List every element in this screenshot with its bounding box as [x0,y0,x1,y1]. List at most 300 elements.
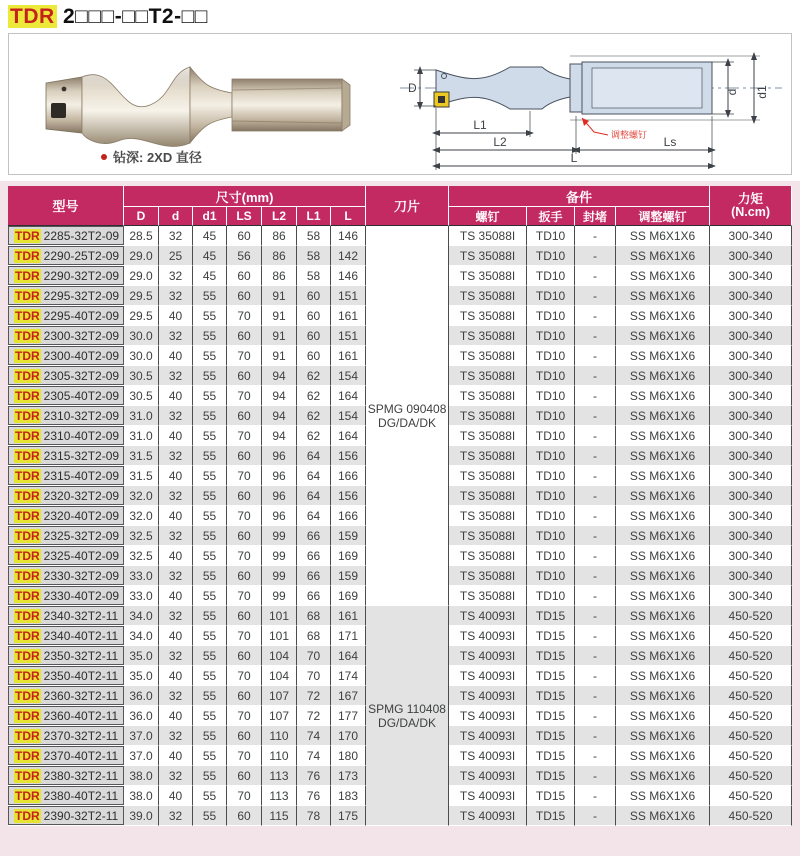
dim-cell: 60 [227,406,262,426]
product-image-panel [8,33,792,175]
header-col-L2: L2 [262,207,297,226]
dim-cell: 62 [297,426,331,446]
dim-cell: 70 [227,666,262,686]
model-cell [8,806,124,826]
dim-cell: 70 [227,786,262,806]
insert-cell [366,606,449,826]
model-series-highlight: TDR [15,328,40,343]
dim-cell: 25 [159,246,193,266]
title-series-highlight: TDR [10,5,55,28]
wrench-cell: TD10 [527,506,575,526]
model-box [8,426,124,445]
dim-cell: 39.0 [124,806,159,826]
dim-cell: 37.0 [124,726,159,746]
dim-label-LS: Ls [663,135,677,149]
spec-table-panel [0,181,800,856]
model-number: 2320-40T2-09 [43,508,120,523]
dim-cell: 55 [193,506,227,526]
dim-cell: 36.0 [124,686,159,706]
dim-cell: 32 [159,526,193,546]
model-series-highlight: TDR [15,588,40,603]
model-box [8,346,124,365]
dim-cell: 161 [331,606,366,626]
dim-cell: 142 [331,246,366,266]
wrench-cell: TD10 [527,326,575,346]
dim-cell: 33.0 [124,586,159,606]
dim-cell: 55 [193,726,227,746]
dim-label-d: d [724,88,739,96]
model-number: 2370-40T2-11 [43,748,119,763]
adjust-screw-cell: SS M6X1X6 [616,486,710,506]
adjust-screw-cell: SS M6X1X6 [616,366,710,386]
dim-cell: 166 [331,466,366,486]
dim-cell: 164 [331,386,366,406]
dim-cell: 55 [193,326,227,346]
dim-cell: 161 [331,306,366,326]
model-number: 2285-32T2-09 [43,228,120,243]
plug-cell: - [575,766,616,786]
wrench-cell: TD10 [527,286,575,306]
wrench-cell: TD15 [527,726,575,746]
insert-cell [366,226,449,606]
dim-cell: 70 [297,666,331,686]
dim-cell: 55 [193,686,227,706]
dim-cell: 62 [297,386,331,406]
insert-line2: DG/DA/DK [378,715,437,730]
dim-cell: 40 [159,666,193,686]
adjust-screw-callout: 调整螺钉 [610,130,647,140]
model-cell [8,406,124,426]
model-cell [8,286,124,306]
plug-cell: - [575,366,616,386]
dim-cell: 55 [193,586,227,606]
dim-cell: 32 [159,286,193,306]
model-series-highlight: TDR [15,448,40,463]
adjust-screw-cell: SS M6X1X6 [616,686,710,706]
dim-cell: 40 [159,506,193,526]
dim-cell: 159 [331,566,366,586]
model-number: 2370-32T2-11 [43,728,119,743]
plug-cell: - [575,266,616,286]
dim-cell: 40 [159,306,193,326]
model-cell [8,346,124,366]
model-series-highlight: TDR [15,408,40,423]
dim-cell: 101 [262,606,297,626]
header-size-group: 尺寸(mm) [124,186,366,207]
header-col-plug: 封堵 [575,207,616,226]
model-series-highlight: TDR [15,368,40,383]
model-box [8,326,124,345]
dim-cell: 55 [193,366,227,386]
plug-cell: - [575,246,616,266]
model-series-highlight: TDR [15,468,40,483]
dimension-diagram-svg [370,36,790,172]
dim-cell: 66 [297,546,331,566]
model-number: 2350-40T2-11 [43,668,119,683]
dim-cell: 32.5 [124,526,159,546]
model-box [8,806,124,825]
dim-cell: 70 [227,426,262,446]
model-number: 2330-32T2-09 [43,568,120,583]
screw-cell: TS 40093I [449,646,527,666]
dim-cell: 55 [193,606,227,626]
adjust-screw-cell: SS M6X1X6 [616,326,710,346]
torque-cell: 450-520 [710,646,792,666]
dim-cell: 36.0 [124,706,159,726]
dim-cell: 55 [193,526,227,546]
adjust-screw-cell: SS M6X1X6 [616,226,710,246]
plug-cell: - [575,406,616,426]
dim-cell: 169 [331,586,366,606]
dim-cell: 104 [262,646,297,666]
dim-cell: 94 [262,406,297,426]
dim-cell: 40 [159,546,193,566]
screw-cell: TS 35088I [449,266,527,286]
adjust-screw-cell: SS M6X1X6 [616,546,710,566]
model-number: 2325-32T2-09 [43,528,120,543]
dim-cell: 55 [193,786,227,806]
dim-cell: 32.0 [124,506,159,526]
header-model: 型号 [8,186,124,226]
dim-cell: 29.0 [124,266,159,286]
model-number: 2290-32T2-09 [43,268,120,283]
screw-cell: TS 35088I [449,286,527,306]
wrench-cell: TD10 [527,306,575,326]
dim-cell: 32 [159,366,193,386]
dim-cell: 32 [159,266,193,286]
dim-cell: 104 [262,666,297,686]
dim-cell: 32 [159,646,193,666]
dim-cell: 113 [262,766,297,786]
model-box [8,306,124,325]
dim-cell: 60 [297,326,331,346]
model-cell [8,386,124,406]
torque-cell: 300-340 [710,426,792,446]
dim-cell: 55 [193,346,227,366]
model-series-highlight: TDR [15,248,40,263]
dim-cell: 60 [227,646,262,666]
dim-cell: 55 [193,306,227,326]
dim-cell: 60 [227,266,262,286]
torque-cell: 300-340 [710,526,792,546]
model-box [8,646,124,665]
header-torque-line1: 力矩 [738,191,764,206]
torque-cell: 450-520 [710,766,792,786]
dim-cell: 45 [193,266,227,286]
dim-cell: 86 [262,226,297,246]
screw-cell: TS 35088I [449,366,527,386]
torque-cell: 300-340 [710,506,792,526]
wrench-cell: TD10 [527,486,575,506]
wrench-cell: TD10 [527,246,575,266]
torque-cell: 300-340 [710,586,792,606]
model-series-highlight: TDR [15,628,40,643]
screw-cell: TS 35088I [449,306,527,326]
model-cell [8,306,124,326]
dim-cell: 40 [159,746,193,766]
dim-cell: 68 [297,606,331,626]
adjust-screw-cell: SS M6X1X6 [616,346,710,366]
dim-cell: 55 [193,706,227,726]
torque-cell: 450-520 [710,666,792,686]
wrench-cell: TD10 [527,586,575,606]
model-box [8,726,124,745]
dim-cell: 32 [159,766,193,786]
table-row [8,226,792,246]
dim-cell: 94 [262,426,297,446]
torque-cell: 300-340 [710,406,792,426]
title-pattern: 2□□□-□□T2-□□ [56,5,208,28]
model-series-highlight: TDR [15,748,40,763]
dim-cell: 40 [159,386,193,406]
model-series-highlight: TDR [15,808,40,823]
header-torque-line2: (N.cm) [731,204,771,219]
screw-cell: TS 35088I [449,406,527,426]
model-series-highlight: TDR [15,728,40,743]
screw-cell: TS 35088I [449,246,527,266]
dim-cell: 32 [159,806,193,826]
plug-cell: - [575,806,616,826]
model-box [8,506,124,525]
model-cell [8,686,124,706]
dim-cell: 37.0 [124,746,159,766]
plug-cell: - [575,426,616,446]
torque-cell: 300-340 [710,266,792,286]
screw-cell: TS 35088I [449,446,527,466]
model-box [8,526,124,545]
dim-cell: 66 [297,586,331,606]
adjust-screw-cell: SS M6X1X6 [616,666,710,686]
model-cell [8,746,124,766]
dim-cell: 74 [297,726,331,746]
model-series-highlight: TDR [15,228,40,243]
wrench-cell: TD15 [527,706,575,726]
model-cell [8,366,124,386]
dim-cell: 173 [331,766,366,786]
model-number: 2330-40T2-09 [43,588,120,603]
dim-cell: 55 [193,466,227,486]
model-box [8,566,124,585]
dim-cell: 70 [227,466,262,486]
dim-cell: 91 [262,286,297,306]
model-box [8,686,124,705]
spec-table [8,186,792,826]
model-cell [8,586,124,606]
model-cell [8,766,124,786]
header-col-d: d [159,207,193,226]
model-box [8,666,124,685]
model-series-highlight: TDR [15,528,40,543]
model-box [8,606,124,625]
screw-cell: TS 40093I [449,666,527,686]
dim-cell: 58 [297,266,331,286]
dim-cell: 101 [262,626,297,646]
dim-cell: 58 [297,246,331,266]
dim-cell: 96 [262,466,297,486]
dim-cell: 94 [262,386,297,406]
model-number: 2305-32T2-09 [43,368,120,383]
adjust-screw-cell: SS M6X1X6 [616,766,710,786]
dim-cell: 55 [193,566,227,586]
wrench-cell: TD10 [527,546,575,566]
plug-cell: - [575,786,616,806]
model-series-highlight: TDR [15,268,40,283]
dim-cell: 64 [297,446,331,466]
torque-cell: 300-340 [710,546,792,566]
dim-cell: 33.0 [124,566,159,586]
insert-line1: SPMG 110408 [368,701,446,716]
wrench-cell: TD10 [527,386,575,406]
wrench-cell: TD10 [527,226,575,246]
dim-cell: 40 [159,706,193,726]
model-number: 2340-40T2-11 [43,628,119,643]
dim-cell: 40 [159,626,193,646]
dim-cell: 40 [159,466,193,486]
model-cell [8,726,124,746]
dim-cell: 55 [193,286,227,306]
screw-cell: TS 35088I [449,466,527,486]
dim-cell: 60 [227,366,262,386]
dim-cell: 167 [331,686,366,706]
model-cell [8,446,124,466]
screw-cell: TS 35088I [449,326,527,346]
adjust-screw-cell: SS M6X1X6 [616,466,710,486]
header-col-L: L [331,207,366,226]
model-number: 2300-32T2-09 [43,328,120,343]
torque-cell: 450-520 [710,746,792,766]
plug-cell: - [575,686,616,706]
table-body [8,226,792,826]
dim-cell: 86 [262,246,297,266]
wrench-cell: TD15 [527,606,575,626]
dim-cell: 55 [193,406,227,426]
model-series-highlight: TDR [15,668,40,683]
dim-cell: 60 [227,806,262,826]
torque-cell: 300-340 [710,246,792,266]
dim-cell: 55 [193,446,227,466]
dim-cell: 30.0 [124,326,159,346]
dim-cell: 70 [227,386,262,406]
model-box [8,226,124,245]
dim-cell: 60 [227,766,262,786]
model-series-highlight: TDR [15,508,40,523]
dim-cell: 60 [297,346,331,366]
dim-cell: 161 [331,346,366,366]
model-cell [8,226,124,246]
dim-cell: 55 [193,806,227,826]
wrench-cell: TD10 [527,406,575,426]
model-series-highlight: TDR [15,648,40,663]
model-number: 2315-40T2-09 [43,468,120,483]
header-col-D: D [124,207,159,226]
dim-cell: 30.0 [124,346,159,366]
plug-cell: - [575,306,616,326]
plug-cell: - [575,666,616,686]
dim-cell: 64 [297,466,331,486]
model-series-highlight: TDR [15,308,40,323]
model-number: 2295-40T2-09 [43,308,120,323]
model-box [8,386,124,405]
dim-cell: 60 [227,446,262,466]
model-number: 2310-40T2-09 [43,428,120,443]
dim-cell: 60 [297,286,331,306]
screw-cell: TS 40093I [449,686,527,706]
torque-cell: 450-520 [710,686,792,706]
wrench-cell: TD15 [527,686,575,706]
wrench-cell: TD10 [527,466,575,486]
model-number: 2360-32T2-11 [43,688,119,703]
plug-cell: - [575,226,616,246]
dim-cell: 55 [193,746,227,766]
model-series-highlight: TDR [15,568,40,583]
model-number: 2380-32T2-11 [43,768,119,783]
dim-label-L2: L2 [493,135,507,149]
torque-cell: 450-520 [710,706,792,726]
dim-cell: 91 [262,346,297,366]
dim-cell: 60 [227,566,262,586]
dim-cell: 171 [331,626,366,646]
dim-cell: 183 [331,786,366,806]
model-cell [8,466,124,486]
drill-depth-note-text: 钻深: 2XD 直径 [113,150,202,165]
dim-cell: 56 [227,246,262,266]
wrench-cell: TD15 [527,666,575,686]
dim-cell: 29.5 [124,306,159,326]
dimension-diagram [369,34,791,174]
screw-cell: TS 35088I [449,566,527,586]
model-number: 2360-40T2-11 [43,708,119,723]
model-number: 2315-32T2-09 [43,448,120,463]
header-col-adjust-screw: 调整螺钉 [616,207,710,226]
dim-cell: 156 [331,486,366,506]
dim-cell: 99 [262,586,297,606]
plug-cell: - [575,526,616,546]
dim-label-d1: d1 [754,85,769,99]
dim-cell: 72 [297,686,331,706]
plug-cell: - [575,566,616,586]
dim-cell: 86 [262,266,297,286]
header-col-d1: d1 [193,207,227,226]
dim-cell: 110 [262,726,297,746]
dim-cell: 74 [297,746,331,766]
model-cell [8,526,124,546]
torque-cell: 450-520 [710,786,792,806]
model-number: 2305-40T2-09 [43,388,120,403]
dim-cell: 45 [193,246,227,266]
dim-cell: 70 [227,746,262,766]
model-box [8,786,124,805]
header-col-wrench: 扳手 [527,207,575,226]
model-series-highlight: TDR [15,768,40,783]
dim-cell: 113 [262,786,297,806]
torque-cell: 300-340 [710,326,792,346]
dim-cell: 151 [331,286,366,306]
model-box [8,446,124,465]
model-cell [8,646,124,666]
plug-cell: - [575,626,616,646]
model-cell [8,546,124,566]
adjust-screw-cell: SS M6X1X6 [616,446,710,466]
model-box [8,406,124,425]
dim-cell: 70 [227,506,262,526]
dim-cell: 164 [331,426,366,446]
dim-cell: 55 [193,646,227,666]
screw-cell: TS 40093I [449,746,527,766]
model-cell [8,626,124,646]
screw-cell: TS 40093I [449,806,527,826]
torque-cell: 300-340 [710,226,792,246]
dim-cell: 32.5 [124,546,159,566]
